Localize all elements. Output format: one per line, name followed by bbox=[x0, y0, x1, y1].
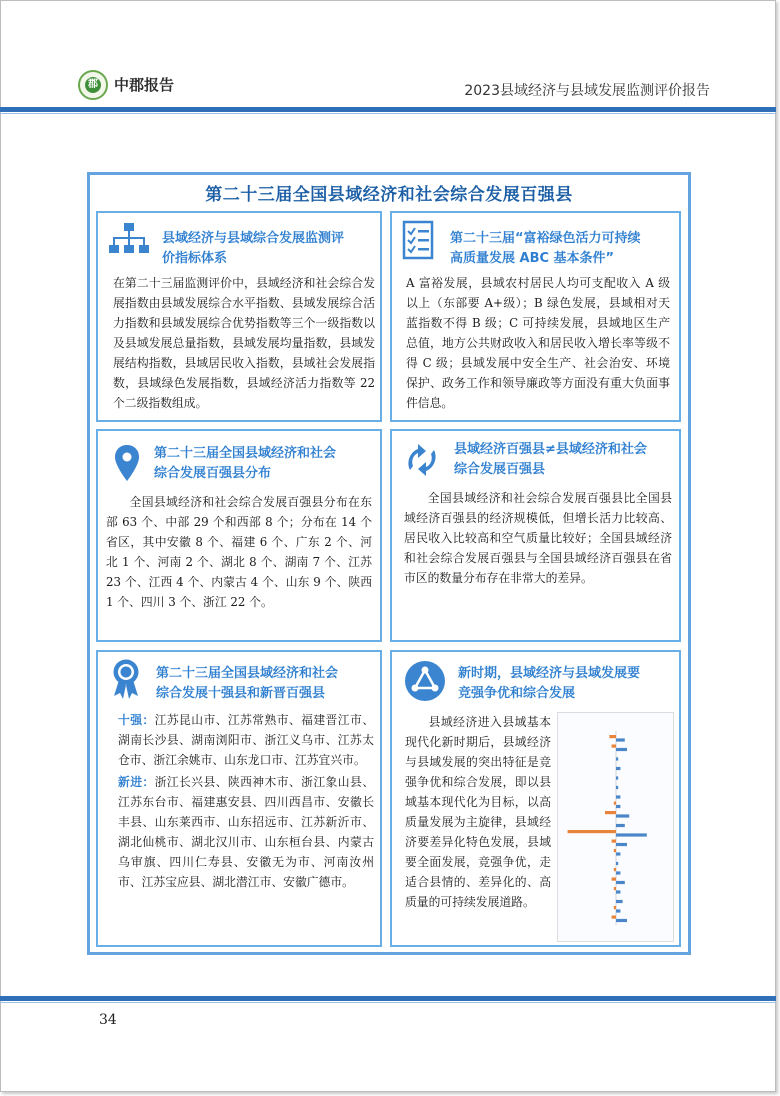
mini-chart-bar-a bbox=[568, 830, 616, 833]
mini-chart-bar-a bbox=[612, 916, 616, 919]
mini-chart-bar-b bbox=[616, 843, 627, 846]
card-not-equal-body: 全国县域经济和社会综合发展百强县比全国县域经济百强县的经济规模低，但增长活力比较高、居民收入比较高和空气质量比较好；全国县域经济和社会综合发展百强县与全国县域经济百强县在省市区的数量分布存在非常大的差异。 bbox=[404, 491, 672, 585]
logo-mark: 郡 bbox=[85, 77, 101, 93]
mini-chart-bar-a bbox=[612, 878, 616, 881]
mini-chart-bar-b bbox=[616, 795, 620, 798]
mini-chart-bar-a bbox=[614, 906, 616, 909]
mini-chart-bar-b bbox=[616, 890, 620, 893]
mini-chart-svg bbox=[558, 713, 673, 941]
triangle-network-icon bbox=[404, 660, 446, 702]
card-top-ten-body bbox=[118, 710, 374, 892]
mini-chart-bar-b bbox=[616, 767, 620, 770]
mini-chart-bar-b bbox=[616, 852, 620, 855]
card-new-era-title: 新时期，县域经济与县域发展要 竞强争优和综合发展 bbox=[458, 666, 641, 701]
mini-chart-bar-b bbox=[616, 824, 625, 827]
mini-chart-bar-b bbox=[616, 738, 625, 741]
mini-chart-bar-b bbox=[616, 881, 625, 884]
mini-chart-bar-b bbox=[616, 805, 620, 808]
mini-chart-bar-b bbox=[616, 748, 627, 751]
header-rule bbox=[0, 107, 776, 112]
mini-chart-bar-b bbox=[616, 786, 618, 789]
card-distribution-body: 全国县域经济和社会综合发展百强县分布在东部 63 个、中部 29 个和西部 8 个；分布在 14 个省区，其中安徽 8 个、福建 6 个、广东 2 个、河北 1 个、河南 2 个、湖北 8 个、湖南 7 个、江苏 23 个、江西 4 个、内蒙古 4 个、山东 9 个、陕西 1 个、四川 3 个、浙江 22 个。 bbox=[106, 495, 372, 609]
checklist-icon bbox=[402, 220, 434, 260]
footer-rule-thin bbox=[0, 1002, 776, 1003]
mini-chart-bar-a bbox=[614, 849, 616, 852]
location-pin-icon bbox=[114, 444, 140, 482]
mini-chart-bar-a bbox=[614, 868, 616, 871]
card-new-era-body: 县域经济进入县域基本现代化新时期后，县域经济与县域发展的突出特征是竞强争优和综合发展，即以县域基本现代化为目标，以高质量发展为主旋律，县域经济要差异化特色发展，县域要全面发展，竞强争优，走适合县情的、差异化的、高质量的可持续发展道路。 bbox=[405, 715, 551, 909]
mini-chart-bar-b bbox=[616, 776, 618, 779]
page-number: 34 bbox=[99, 1012, 117, 1028]
top-ten-list: 十强：江苏昆山市、江苏常熟市、福建晋江市、湖南长沙县、湖南浏阳市、浙江义乌市、江苏太仓市、浙江余姚市、山东龙口市、江苏宜兴市。 bbox=[118, 713, 374, 767]
card-abc-conditions-title: 第二十三届“富裕绿色活力可持续 高质量发展 ABC 基本条件” bbox=[450, 231, 641, 266]
award-ribbon-icon bbox=[112, 658, 140, 700]
mini-chart-bar-b bbox=[616, 871, 620, 874]
mini-chart-bar-b bbox=[616, 814, 629, 817]
mini-chart-bar-b bbox=[616, 900, 623, 903]
card-not-equal-title: 县域经济百强县≠县域经济和社会 综合发展百强县 bbox=[454, 442, 647, 477]
card-index-system-title: 县域经济与县域综合发展监测评 价指标体系 bbox=[162, 231, 345, 266]
publisher-logo bbox=[78, 70, 108, 100]
mini-chart-bar-a bbox=[612, 840, 616, 843]
brand-name: 中郡报告 bbox=[114, 76, 175, 94]
mini-chart-bar-b bbox=[616, 862, 618, 865]
mini-chart-bar-a bbox=[605, 811, 616, 814]
mini-chart-bar-b bbox=[616, 919, 627, 922]
page-title: 第二十三届全国县域经济和社会综合发展百强县 bbox=[205, 185, 573, 205]
card-distribution-title: 第二十三届全国县域经济和社会 综合发展百强县分布 bbox=[154, 446, 337, 481]
mini-chart-bar-b bbox=[616, 909, 620, 912]
mini-chart-bar-a bbox=[609, 735, 616, 738]
new-entrants-list: 新进：浙江长兴县、陕西神木市、浙江象山县、江苏东台市、福建惠安县、四川西昌市、安徽长丰县、山东莱西市、山东招远市、江苏新沂市、湖北仙桃市、湖北汉川市、山东桓台县、内蒙古乌审旗、四川仁寿县、安徽无为市、河南汝州市、江苏宝应县、湖北潜江市、安徽广德市。 bbox=[118, 775, 374, 889]
swap-arrows-icon bbox=[402, 440, 442, 480]
card-top-ten-title: 第二十三届全国县域经济和社会 综合发展十强县和新晋百强县 bbox=[156, 666, 339, 701]
report-title: 2023县域经济与县域发展监测评价报告 bbox=[464, 83, 710, 99]
embedded-mini-chart bbox=[557, 712, 674, 942]
card-abc-conditions-body: A 富裕发展，县域农村居民人均可支配收入 A 级以上（东部要 A+级）；B 绿色发展，县域相对天蓝指数不得 B 级；C 可持续发展，县域地区生产总值，地方公共财政收入和居民收入增长率等级不得 C 级；县域发展中安全生产、社会治安、环境保护、政务工作和领导廉政等方面没有重大负面事件信息。 bbox=[406, 276, 670, 410]
mini-chart-bar-a bbox=[612, 745, 616, 748]
mini-chart-bar-a bbox=[614, 802, 616, 805]
mini-chart-bar-b bbox=[616, 833, 647, 836]
hierarchy-icon bbox=[108, 222, 150, 258]
mini-chart-bar-b bbox=[616, 757, 618, 760]
card-index-system-body: 在第二十三届监测评价中，县域经济和社会综合发展指数由县域发展综合水平指数、县域发展综合活力指数和县域发展综合优势指数等三个一级指数以及县域发展总量指数，县域发展均量指数，县域发展结构指数，县域居民收入指数，县域社会发展指数，县域绿色发展指数，县域经济活力指数等 22 个二级指数组成。 bbox=[113, 276, 375, 410]
header-rule-thin bbox=[0, 113, 776, 114]
footer-rule bbox=[0, 996, 776, 1001]
mini-chart-bar-a bbox=[614, 887, 616, 890]
